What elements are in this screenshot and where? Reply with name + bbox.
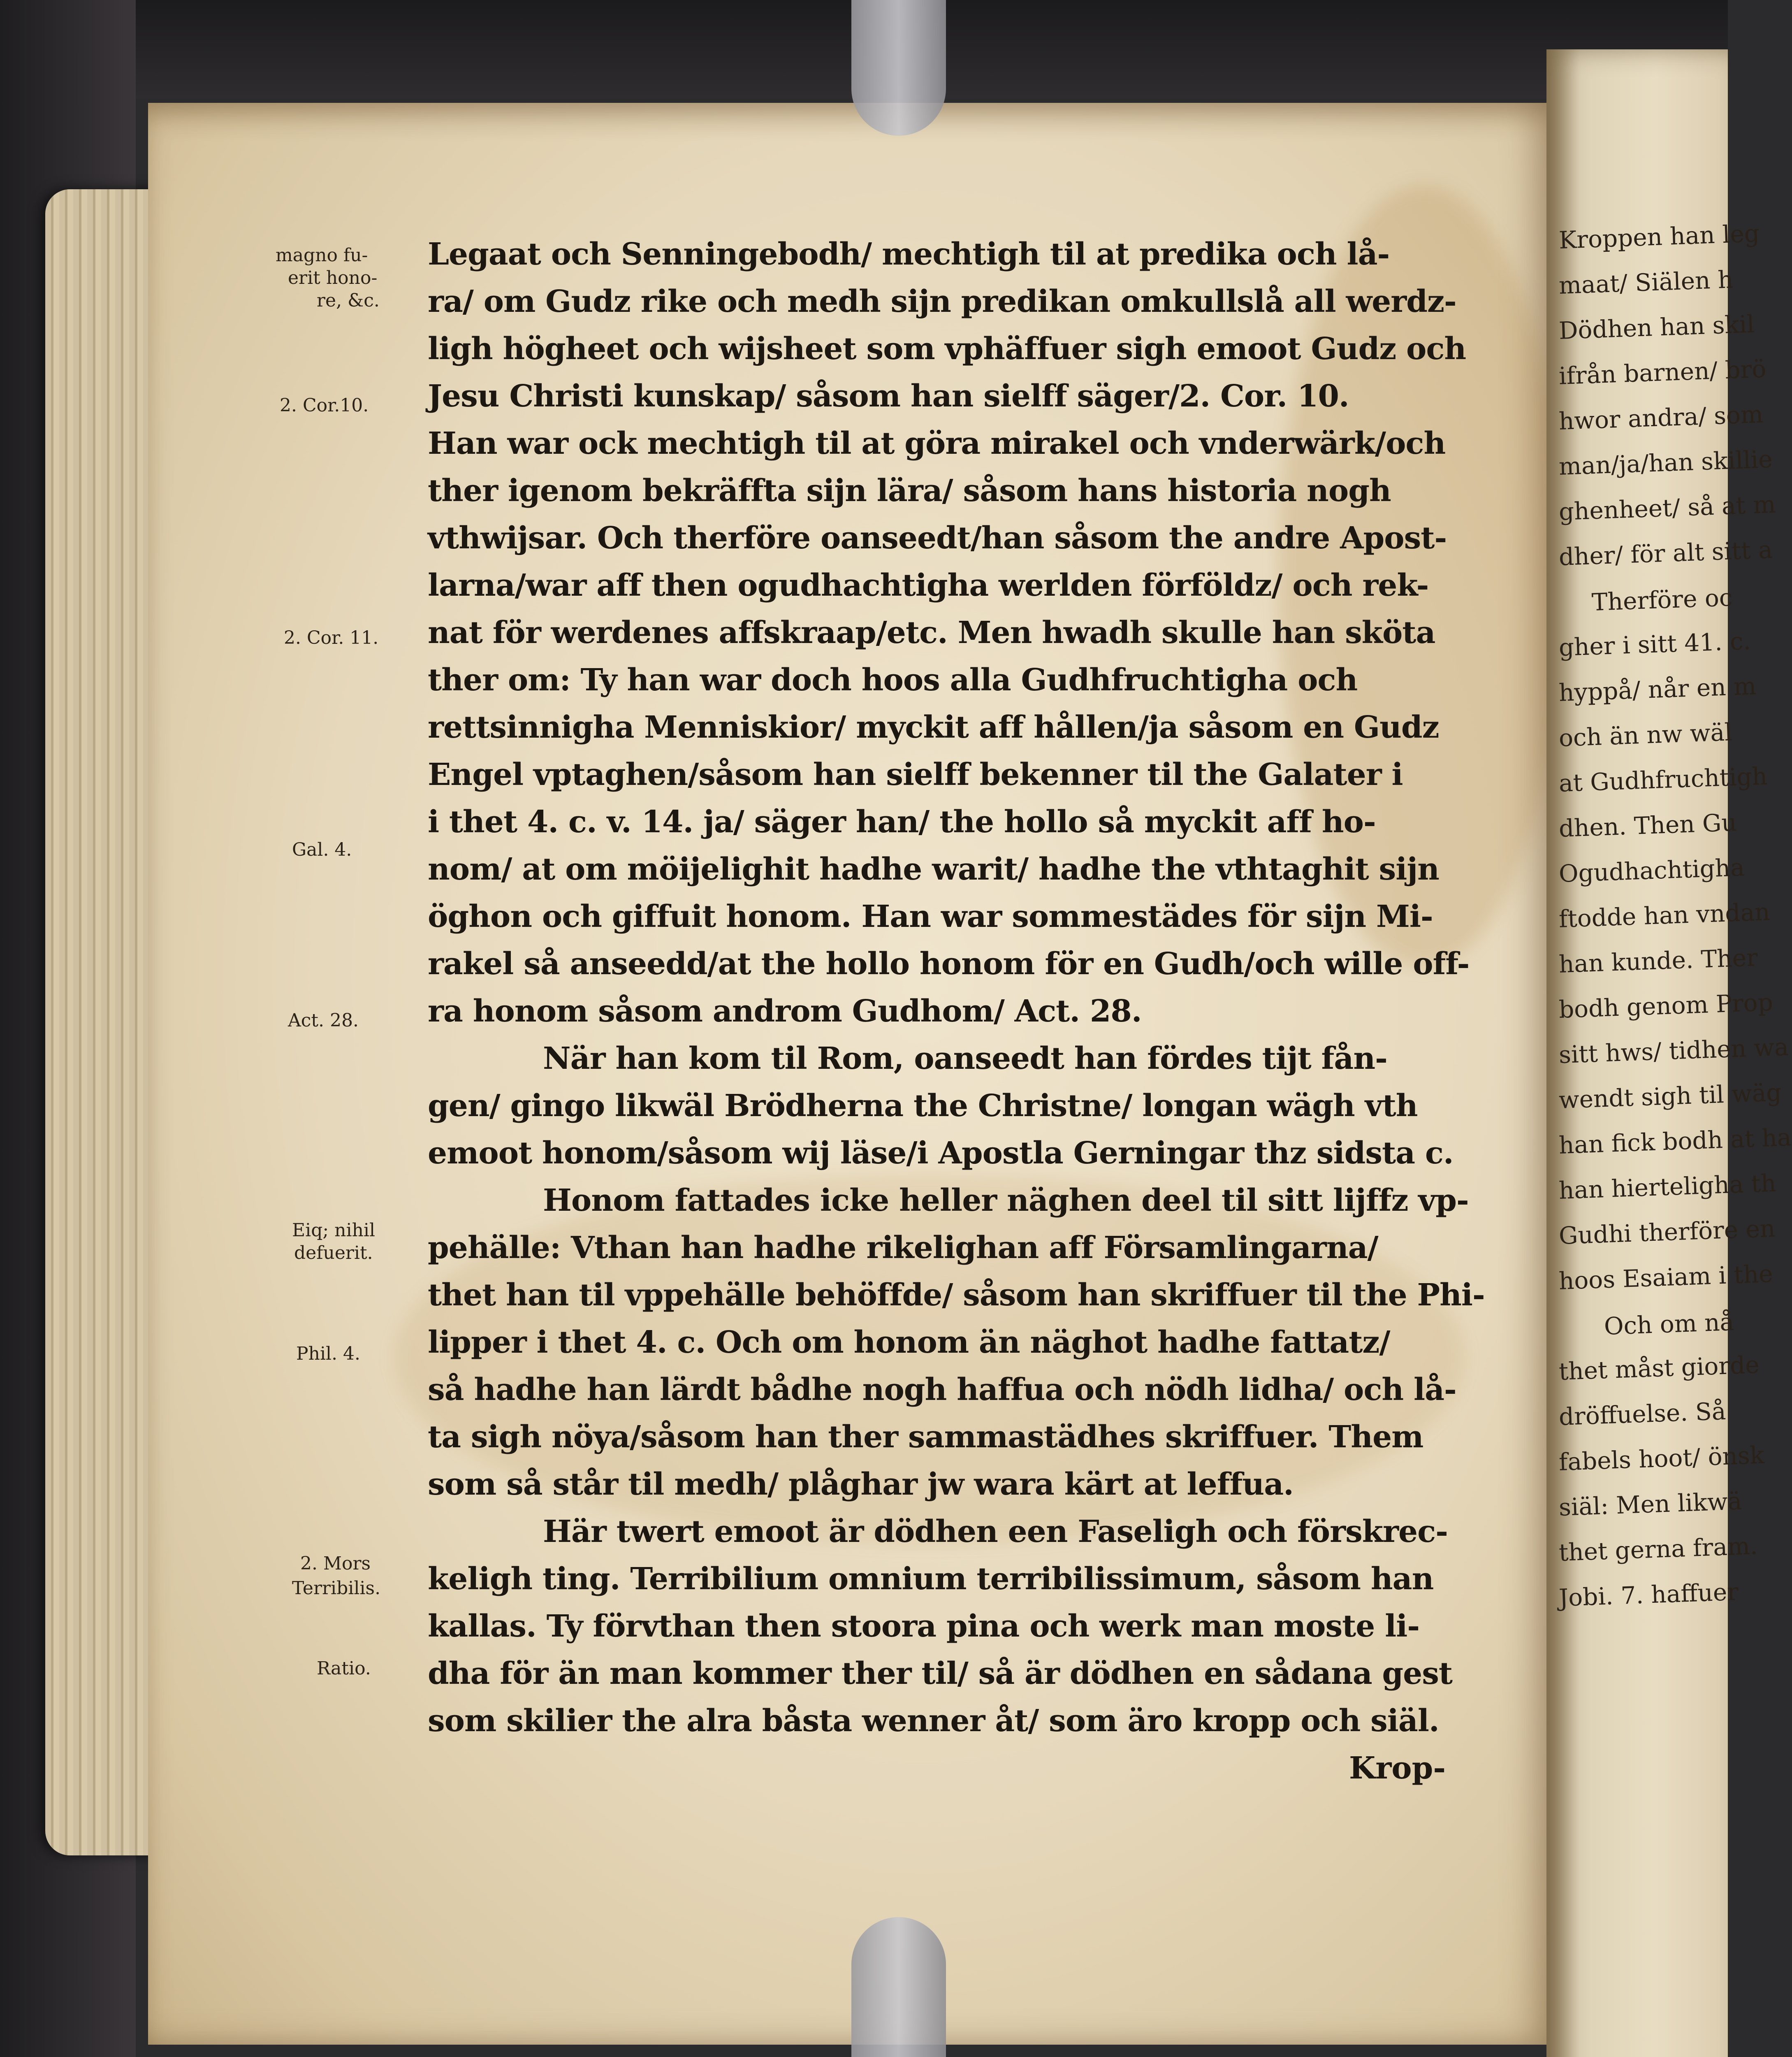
- margin-note: Terribilis.: [292, 1578, 381, 1599]
- text-line: rettsinnigha Menniskior/ myckit aff hållen/ja såsom en Gudz: [428, 710, 1439, 745]
- right-page-line: ftodde han vndan: [1558, 898, 1771, 933]
- text-line: rakel så anseedd/at the hollo honom för en Gudh/och wille off-: [428, 946, 1470, 982]
- text-line: nat för werdenes affskraap/etc. Men hwadh skulle han sköta: [428, 615, 1435, 650]
- text-line: i thet 4. c. v. 14. ja/ säger han/ the hollo så myckit aff ho-: [428, 804, 1376, 840]
- right-page-line: Dödhen han skil: [1558, 310, 1755, 345]
- margin-note: re, &c.: [317, 290, 380, 311]
- right-page-line: Kroppen han leg: [1558, 219, 1760, 254]
- right-page-line: hyppå/ når en m: [1558, 672, 1757, 707]
- text-line: ra honom såsom androm Gudhom/ Act. 28.: [428, 994, 1142, 1029]
- right-page-line: ifrån barnen/ brö: [1558, 355, 1767, 390]
- right-page-line: dher/ för alt sitt a: [1558, 535, 1773, 571]
- text-line: thet han til vppehälle behöffde/ såsom han skriffuer til the Phi-: [428, 1277, 1485, 1313]
- text-line: emoot honom/såsom wij läse/i Apostla Gerningar thz sidsta c.: [428, 1135, 1454, 1171]
- margin-note: Phil. 4.: [296, 1343, 361, 1364]
- right-page-line: hoos Esaiam i the: [1558, 1259, 1773, 1295]
- margin-note: 2. Cor.10.: [280, 395, 369, 416]
- right-page-line: han fick bodh at ha: [1558, 1123, 1792, 1159]
- right-page-line: thet gerna fram.: [1558, 1532, 1758, 1567]
- margin-note: 2. Mors: [300, 1553, 371, 1574]
- margin-note: magno fu-: [276, 245, 368, 266]
- right-page-line: man/ja/han skillie: [1558, 445, 1773, 481]
- right-page-line: maat/ Siälen h: [1558, 265, 1734, 299]
- right-page-line: at Gudhfruchtigh: [1558, 762, 1768, 797]
- text-line: Jesu Christi kunskap/ såsom han sielff säger/2. Cor. 10.: [428, 378, 1349, 414]
- right-page-line: sitt hws/ tidhen wa: [1558, 1033, 1789, 1069]
- text-line: Engel vptaghen/såsom han sielff bekenner til the Galater i: [428, 757, 1403, 792]
- text-line: som skilier the alra båsta wenner åt/ som äro kropp och siäl.: [428, 1703, 1439, 1739]
- text-line: ligh högheet och wijsheet som vphäffuer sigh emoot Gudz och: [428, 331, 1466, 367]
- text-line: ra/ om Gudz rike och medh sijn predikan omkullslå all werdz-: [428, 284, 1456, 319]
- text-line: som så står til medh/ plåghar jw wara kärt at leffua.: [428, 1467, 1294, 1502]
- text-line: nom/ at om möijelighit hadhe warit/ hadhe the vthtaghit sijn: [428, 852, 1439, 887]
- text-line: så hadhe han lärdt bådhe nogh haffua och nödh lidha/ och lå-: [428, 1372, 1456, 1407]
- right-page-line: hwor andra/ som: [1558, 400, 1764, 435]
- catchword: Krop-: [1349, 1751, 1446, 1786]
- right-page-line: siäl: Men likwä: [1558, 1487, 1743, 1521]
- text-line: ther igenom bekräffta sijn lära/ såsom hans historia nogh: [428, 473, 1391, 508]
- right-page-line: ghenheet/ så at m: [1558, 490, 1776, 526]
- right-page-line: Ogudhachtigha: [1558, 853, 1745, 888]
- text-line: lipper i thet 4. c. Och om honom än näghot hadhe fattatz/: [428, 1325, 1390, 1360]
- text-line: ther om: Ty han war doch hoos alla Gudhfruchtigha och: [428, 662, 1358, 698]
- text-line: gen/ gingo likwäl Brödherna the Christne/ longan wägh vth: [428, 1088, 1418, 1124]
- right-page-fragment: [1546, 49, 1792, 2057]
- right-page-line: Therföre oc: [1591, 583, 1733, 616]
- text-line: kallas. Ty förvthan then stoora pina och werk man moste li-: [428, 1609, 1420, 1644]
- text-line: keligh ting. Terribilium omnium terribilissimum, såsom han: [428, 1561, 1434, 1597]
- right-page-line: Och om nå: [1603, 1307, 1735, 1340]
- text-line: Honom fattades icke heller näghen deel til sitt lijffz vp-: [543, 1183, 1469, 1218]
- right-page-line: Jobi. 7. haffuer: [1558, 1577, 1739, 1612]
- page-holder-clip-top: [851, 0, 946, 136]
- text-line: pehälle: Vthan han hadhe rikelighan aff Församlingarna/: [428, 1230, 1378, 1265]
- right-page-line: Gudhi therföre en: [1558, 1214, 1776, 1250]
- text-line: Här twert emoot är dödhen een Faseligh och förskrec-: [543, 1514, 1448, 1549]
- right-page-line: gher i sitt 41. c.: [1558, 627, 1751, 662]
- margin-note: 2. Cor. 11.: [284, 627, 379, 648]
- page-holder-clip-bottom: [851, 1917, 946, 2057]
- right-page-line: wendt sigh til wäg: [1558, 1078, 1782, 1114]
- text-line: larna/war aff then ogudhachtigha werlden förföldz/ och rek-: [428, 568, 1429, 603]
- text-line: Han war ock mechtigh til at göra mirakel och vnderwärk/och: [428, 426, 1446, 461]
- margin-note: erit hono-: [288, 267, 378, 288]
- text-line: Legaat och Senningebodh/ mechtigh til at predika och lå-: [428, 237, 1390, 272]
- margin-note: Ratio.: [317, 1658, 371, 1679]
- right-page-line: fabels hoot/ önsk: [1558, 1441, 1765, 1476]
- margin-note: Act. 28.: [288, 1010, 359, 1031]
- margin-note: Eiq; nihil: [292, 1220, 376, 1241]
- text-line: vthwijsar. Och therföre oanseedt/han såsom the andre Apost-: [428, 520, 1447, 556]
- text-line: öghon och giffuit honom. Han war sommestädes för sijn Mi-: [428, 899, 1433, 934]
- right-page-line: dröffuelse. Så: [1558, 1397, 1727, 1431]
- right-page-line: thet måst giorde: [1558, 1351, 1760, 1386]
- margin-note: defuerit.: [294, 1242, 373, 1263]
- text-line: dha för än man kommer ther til/ så är dödhen en sådana gest: [428, 1656, 1453, 1691]
- right-page-line: bodh genom Prop: [1558, 988, 1773, 1024]
- text-line: ta sigh nöya/såsom han ther sammastädhes skriffuer. Them: [428, 1419, 1423, 1455]
- right-page-line: dhen. Then Gu: [1558, 808, 1737, 843]
- margin-note: Gal. 4.: [292, 839, 352, 860]
- right-page-line: och än nw wäl: [1558, 718, 1733, 752]
- right-page-line: han hierteligha th: [1558, 1169, 1777, 1205]
- right-page-line: han kunde. Ther: [1558, 943, 1758, 978]
- text-line: När han kom til Rom, oanseedt han fördes tijt fån-: [543, 1041, 1387, 1076]
